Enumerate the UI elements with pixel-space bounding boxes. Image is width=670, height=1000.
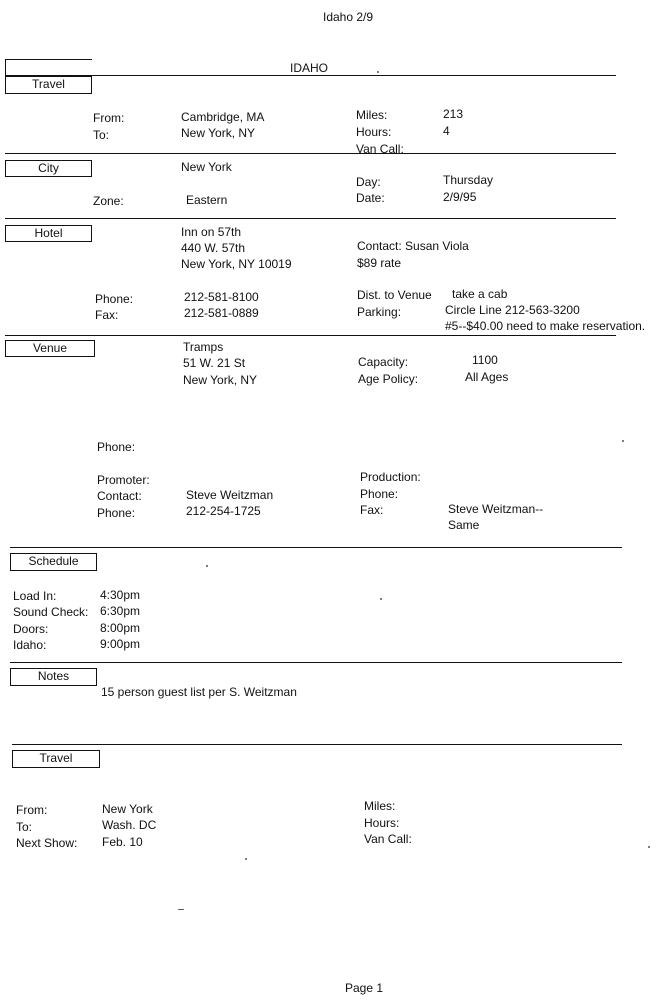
scan-speck [622,440,624,442]
section-label-venue [5,340,95,357]
schedule-time: 6:30pm [100,604,141,618]
travel-to-label: To: [93,128,110,142]
travel-miles-value: 213 [443,107,464,121]
city-zone-label: Zone: [93,194,124,208]
page-footer: Page 1 [345,981,384,995]
city-date-value: 2/9/95 [443,190,477,204]
hotel-rate: $89 rate [357,256,402,270]
scan-speck [245,858,247,860]
section-rule-travel-out [12,744,622,745]
venue-production-fax-value-2: Same [448,518,480,532]
venue-name: Tramps [183,340,224,354]
hotel-fax-label: Fax: [95,308,119,322]
travel-out-to-label: To: [16,820,33,834]
top-left-rule [5,59,92,60]
section-rule-venue [5,335,616,336]
venue-production-label: Production: [360,470,421,484]
hotel-contact: Contact: Susan Viola [357,239,469,253]
scan-speck [377,71,379,73]
section-label-text: Travel [32,77,65,91]
section-label-text: Schedule [28,554,79,568]
hotel-name: Inn on 57th [181,225,242,239]
venue-production-fax-label: Fax: [360,503,384,517]
schedule-label: Doors: [13,622,49,636]
hotel-dist-label: Dist. to Venue [357,288,432,302]
venue-contact-value: Steve Weitzman [186,488,274,502]
notes-text: 15 person guest list per S. Weitzman [101,685,297,699]
hotel-phone-label: Phone: [95,292,134,306]
schedule-label: Load In: [13,589,57,603]
travel-out-next-label: Next Show: [16,836,78,850]
hotel-fax-value: 212-581-0889 [184,306,259,320]
section-rule-hotel [5,218,616,219]
section-label-text: Hotel [34,226,63,240]
venue-address-1: 51 W. 21 St [183,356,246,370]
travel-out-miles-label: Miles: [364,799,396,813]
section-rule-schedule [10,547,622,548]
section-label-city [5,160,92,177]
schedule-label: Sound Check: [13,605,89,619]
venue-production-fax-value-1: Steve Weitzman-- [448,502,544,516]
venue-contact-label: Contact: [97,489,142,503]
schedule-label: Idaho: [13,638,47,652]
hotel-parking-label: Parking: [357,305,402,319]
section-label-text: City [38,161,59,175]
travel-vancall-label: Van Call: [356,142,404,156]
schedule-time: 4:30pm [100,588,141,602]
venue-age-value: All Ages [465,370,509,384]
city-date-label: Date: [356,191,385,205]
section-label-notes [10,668,97,686]
venue-contact-phone-value: 212-254-1725 [186,504,261,518]
section-label-travel [5,76,92,94]
travel-out-from-value: New York [102,802,153,816]
hotel-dist-value: take a cab [452,287,508,301]
travel-out-hours-label: Hours: [364,816,400,830]
hotel-address-1: 440 W. 57th [181,241,246,255]
venue-production-phone-label: Phone: [360,487,399,501]
city-day-value: Thursday [443,173,494,187]
venue-phone-label: Phone: [97,440,136,454]
travel-to-value: New York, NY [181,126,256,140]
travel-from-label: From: [93,111,125,125]
hotel-parking-line-2: #5--$40.00 need to make reservation. [445,319,646,333]
page-header: Idaho 2/9 [323,10,374,24]
section-label-text: Travel [39,751,73,765]
scan-speck [380,598,382,600]
schedule-time: 8:00pm [100,621,141,635]
schedule-time: 9:00pm [100,637,141,651]
city-name: New York [181,160,232,174]
section-label-hotel [5,225,92,242]
city-day-label: Day: [356,175,381,189]
venue-contact-phone-label: Phone: [97,506,136,520]
travel-from-value: Cambridge, MA [181,110,265,124]
section-label-text: Venue [32,341,68,355]
section-rule-travel [5,75,616,76]
band-title: IDAHO [290,61,329,75]
hotel-parking-line-1: Circle Line 212-563-3200 [445,303,580,317]
travel-out-vancall-label: Van Call: [364,832,412,846]
travel-out-next-value: Feb. 10 [102,835,143,849]
venue-promoter-label: Promoter: [97,473,150,487]
scan-speck [178,909,184,910]
hotel-phone-value: 212-581-8100 [184,290,259,304]
scan-speck [648,846,650,848]
hotel-address-2: New York, NY 10019 [181,257,292,271]
venue-capacity-label: Capacity: [358,355,409,369]
travel-out-to-value: Wash. DC [102,818,157,832]
section-label-travel-out [12,750,100,768]
section-rule-city [5,153,616,154]
scan-speck [206,565,208,567]
travel-miles-label: Miles: [356,108,388,122]
venue-age-label: Age Policy: [358,372,419,386]
section-label-text: Notes [37,669,70,683]
venue-capacity-value: 1100 [472,353,498,367]
venue-address-2: New York, NY [183,373,258,387]
section-label-schedule [10,553,97,571]
travel-out-from-label: From: [16,803,48,817]
section-rule-notes [10,662,622,663]
city-zone-value: Eastern [186,193,228,207]
travel-hours-value: 4 [443,124,450,138]
travel-hours-label: Hours: [356,125,392,139]
top-left-vertical [5,59,6,76]
